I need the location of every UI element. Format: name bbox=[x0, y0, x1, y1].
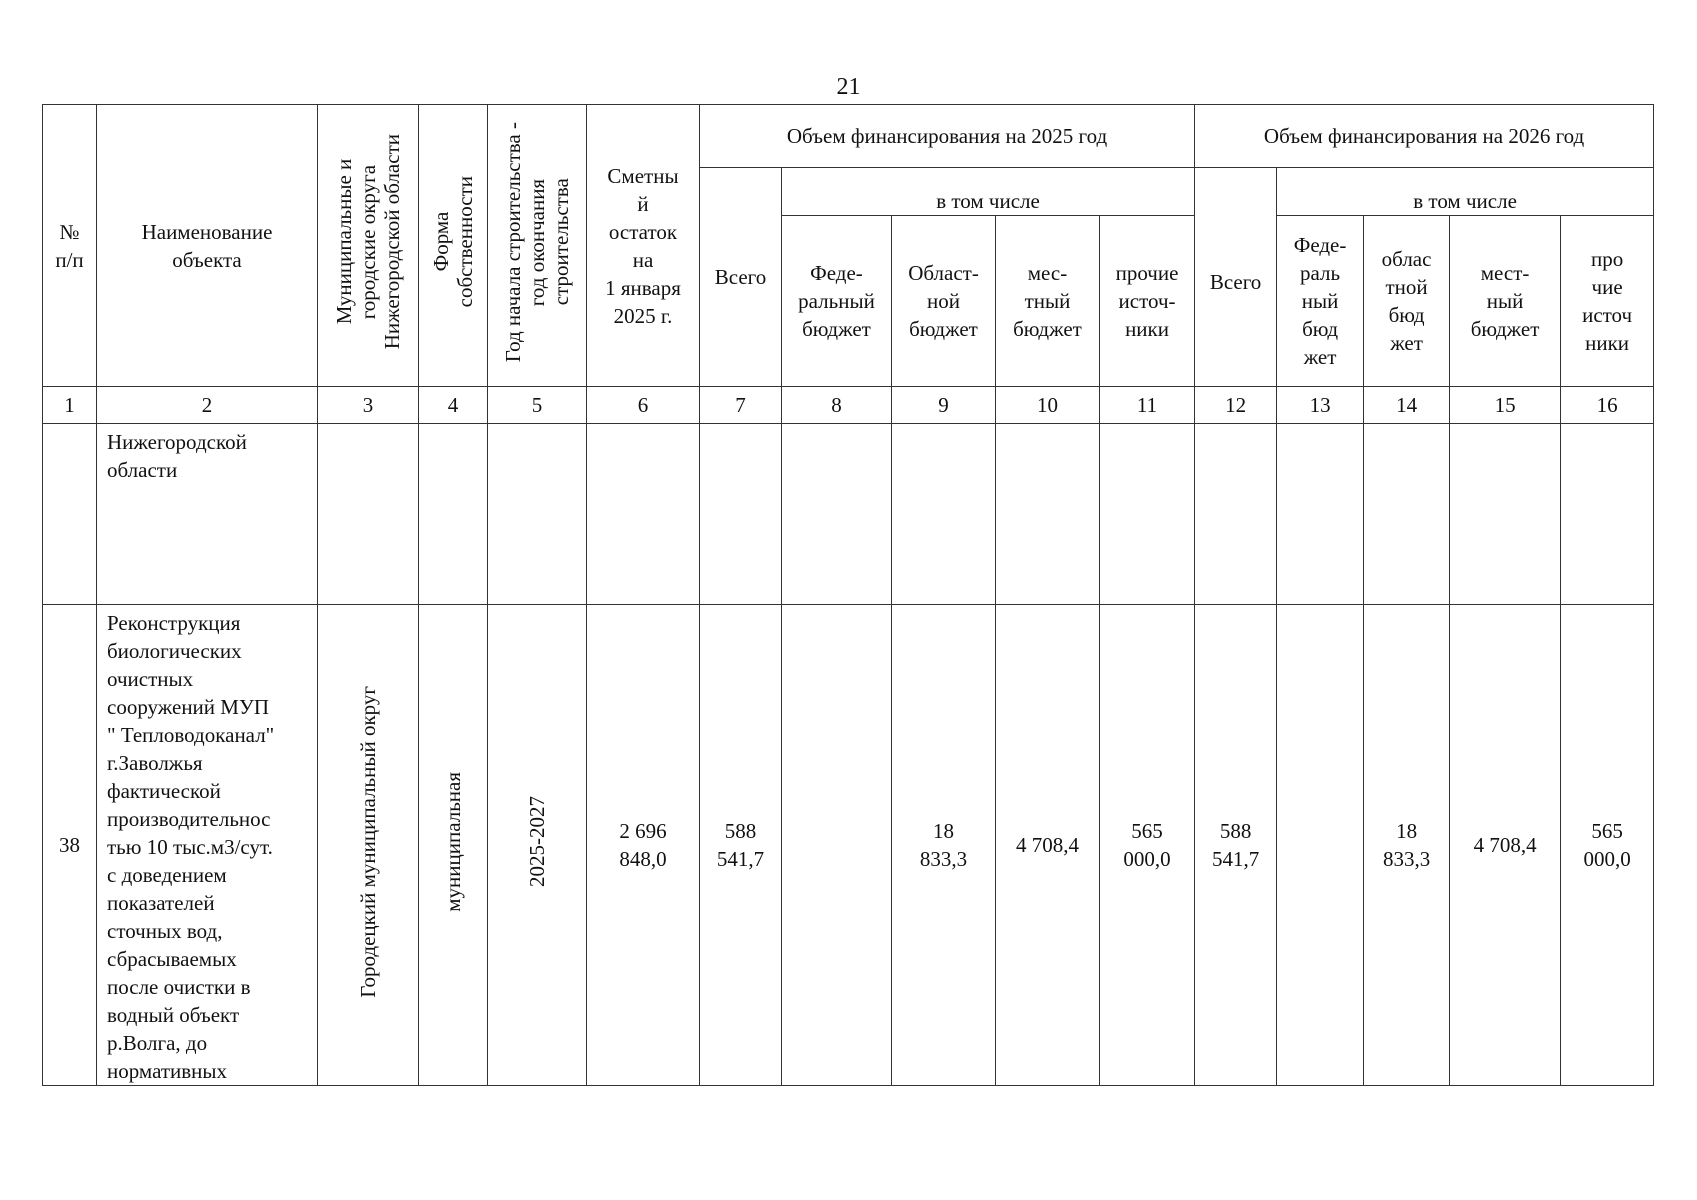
row-regional-2025: 18 833,3 bbox=[892, 605, 996, 1086]
header-local-2025: мес- тный бюджет bbox=[996, 216, 1100, 387]
table-row bbox=[43, 605, 1654, 1086]
row-federal-2026 bbox=[1277, 424, 1364, 605]
row-years-text: 2025-2027 bbox=[525, 796, 549, 887]
row-other-2026: 565 000,0 bbox=[1561, 605, 1654, 1086]
row-name: Нижегородской области bbox=[97, 424, 318, 605]
header-num: № п/п bbox=[43, 105, 97, 387]
header-municipal bbox=[318, 105, 419, 387]
header-years-text: Год начала строительства - год окончания строительства bbox=[501, 121, 573, 363]
header-regional-2026: облас тной бюд жет bbox=[1364, 216, 1450, 387]
table-row bbox=[43, 424, 1654, 605]
row-regional-2025 bbox=[892, 424, 996, 605]
row-local-2026: 4 708,4 bbox=[1450, 605, 1561, 1086]
header-estimate: Сметны й остаток на 1 января 2025 г. bbox=[587, 105, 700, 387]
column-number: 12 bbox=[1195, 387, 1277, 424]
column-number: 3 bbox=[318, 387, 419, 424]
column-number: 4 bbox=[419, 387, 488, 424]
header-years bbox=[488, 105, 587, 387]
header-regional-2025: Област- ной бюджет bbox=[892, 216, 996, 387]
row-years bbox=[488, 424, 587, 605]
row-num: 38 bbox=[43, 605, 97, 1086]
row-ownership bbox=[419, 605, 488, 1086]
row-municipal-text: Городецкий муниципальный округ bbox=[356, 685, 380, 998]
financing-table bbox=[42, 104, 1654, 1086]
header-total-2026: Всего bbox=[1195, 168, 1277, 387]
row-municipal bbox=[318, 424, 419, 605]
row-years bbox=[488, 605, 587, 1086]
row-regional-2026: 18 833,3 bbox=[1364, 605, 1450, 1086]
header-ownership-text: Форма собственности bbox=[429, 176, 477, 308]
row-ownership bbox=[419, 424, 488, 605]
column-number: 16 bbox=[1561, 387, 1654, 424]
header-group-2025: Объем финансирования на 2025 год bbox=[700, 105, 1195, 168]
row-total-2025 bbox=[700, 424, 782, 605]
row-total-2026 bbox=[1195, 424, 1277, 605]
row-federal-2026 bbox=[1277, 605, 1364, 1086]
header-row-1 bbox=[43, 105, 1654, 168]
row-local-2025 bbox=[996, 424, 1100, 605]
column-number: 11 bbox=[1100, 387, 1195, 424]
header-other-2026: про чие источ ники bbox=[1561, 216, 1654, 387]
header-group-2026: Объем финансирования на 2026 год bbox=[1195, 105, 1654, 168]
header-federal-2026: Феде- раль ный бюд жет bbox=[1277, 216, 1364, 387]
row-ownership-text: муниципальная bbox=[441, 771, 465, 912]
row-estimate bbox=[587, 424, 700, 605]
row-regional-2026 bbox=[1364, 424, 1450, 605]
row-total-2026: 588 541,7 bbox=[1195, 605, 1277, 1086]
header-incl-2025: в том числе bbox=[782, 168, 1195, 216]
row-municipal bbox=[318, 605, 419, 1086]
row-name: Реконструкция биологических очистных сооружений МУП " Тепловодоканал" г.Заволжья фактической производительнос тью 10 тыс.м3/сут. с доведением показателей сточных вод, сбрасываемых после очистки в водный объект р.Волга, до нормативных bbox=[97, 605, 318, 1086]
column-number: 7 bbox=[700, 387, 782, 424]
header-other-2025: прочие источ- ники bbox=[1100, 216, 1195, 387]
page-number: 21 bbox=[836, 74, 861, 100]
column-number: 14 bbox=[1364, 387, 1450, 424]
header-local-2026: мест- ный бюджет bbox=[1450, 216, 1561, 387]
header-federal-2025: Феде- ральный бюджет bbox=[782, 216, 892, 387]
header-ownership bbox=[419, 105, 488, 387]
column-number: 9 bbox=[892, 387, 996, 424]
row-federal-2025 bbox=[782, 424, 892, 605]
row-other-2025: 565 000,0 bbox=[1100, 605, 1195, 1086]
column-number: 1 bbox=[43, 387, 97, 424]
column-number: 15 bbox=[1450, 387, 1561, 424]
column-number: 8 bbox=[782, 387, 892, 424]
header-name: Наименование объекта bbox=[97, 105, 318, 387]
row-other-2026 bbox=[1561, 424, 1654, 605]
row-local-2026 bbox=[1450, 424, 1561, 605]
column-number-row bbox=[43, 387, 1654, 424]
header-incl-2026: в том числе bbox=[1277, 168, 1654, 216]
row-num bbox=[43, 424, 97, 605]
row-local-2025: 4 708,4 bbox=[996, 605, 1100, 1086]
column-number: 10 bbox=[996, 387, 1100, 424]
column-number: 13 bbox=[1277, 387, 1364, 424]
header-municipal-text: Муниципальные и городские округа Нижегородской области bbox=[332, 134, 404, 350]
row-federal-2025 bbox=[782, 605, 892, 1086]
column-number: 6 bbox=[587, 387, 700, 424]
column-number: 2 bbox=[97, 387, 318, 424]
row-other-2025 bbox=[1100, 424, 1195, 605]
row-estimate: 2 696 848,0 bbox=[587, 605, 700, 1086]
column-number: 5 bbox=[488, 387, 587, 424]
header-total-2025: Всего bbox=[700, 168, 782, 387]
row-total-2025: 588 541,7 bbox=[700, 605, 782, 1086]
